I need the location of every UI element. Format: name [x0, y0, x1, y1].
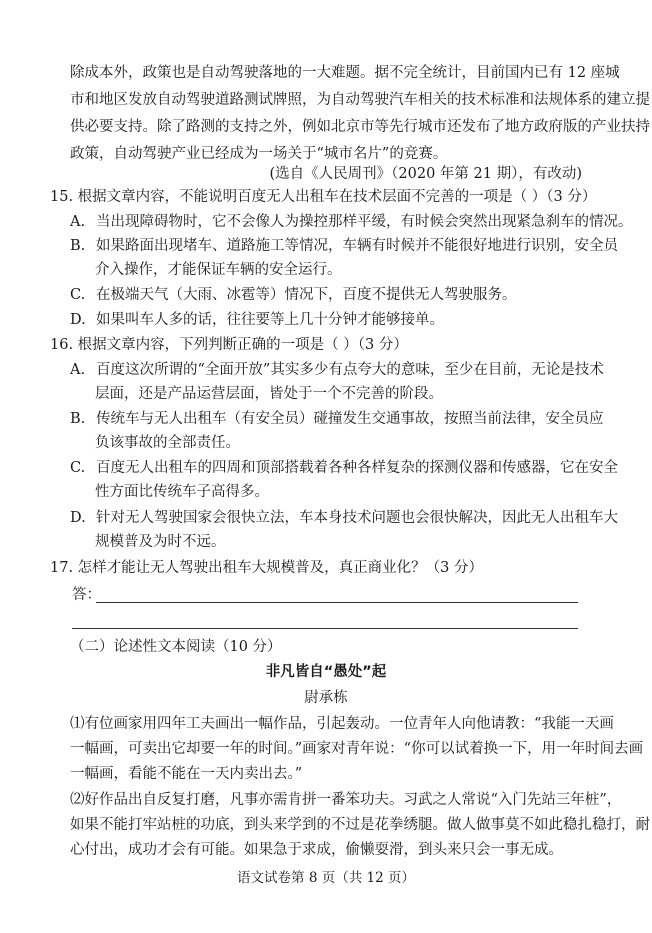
paragraph-1-line: 一幅画，看能不能在一天内卖出去。”: [70, 766, 303, 782]
question-17-stem: 17. 怎样才能让无人驾驶出租车大规模普及，真正商业化？（3 分）: [50, 560, 484, 576]
page-footer: 语文试卷第 8 页（共 12 页）: [237, 870, 415, 886]
question-16-stem: 16. 根据文章内容，下列判断正确的一项是（ ）（3 分）: [50, 337, 408, 353]
question-16-option-c[interactable]: [70, 458, 618, 478]
option-continuation: 负该事故的全部责任。: [95, 435, 240, 451]
option-text: 如果路面出现堵车、道路施工等情况，车辆有时候并不能很好地进行识别，安全员: [96, 238, 618, 254]
option-letter: C.: [70, 460, 86, 476]
passage-line: 除成本外，政策也是自动驾驶落地的一大难题。据不完全统计，目前国内已有 12 座城: [70, 65, 620, 81]
option-letter: C.: [70, 287, 86, 303]
option-letter: B.: [70, 411, 86, 427]
article-author: 尉承栋: [304, 690, 348, 706]
passage-source: (选自《人民周刊》（2020 年第 21 期），有改动): [269, 166, 582, 182]
option-text: 当出现障碍物时，它不会像人为操控那样平缓，有时候会突然出现紧急刹车的情况。: [96, 214, 633, 230]
passage-line: 政策，自动驾驶产业已经成为一场关于“城市名片”的竞赛。: [70, 146, 448, 162]
question-16-option-a[interactable]: [70, 360, 604, 380]
option-text: 在极端天气（大雨、冰雹等）情况下，百度不提供无人驾驶服务。: [96, 287, 517, 303]
question-16-option-d[interactable]: [70, 508, 618, 528]
question-15-option-d[interactable]: [70, 310, 444, 330]
option-continuation: 介入操作，才能保证车辆的安全运行。: [95, 262, 342, 278]
question-16-option-b[interactable]: [70, 409, 604, 429]
paragraph-1-line: 一幅画，可卖出它却要一年的时间。”画家对青年说：“你可以试着换一下，用一年时间去画: [70, 741, 644, 757]
option-letter: B.: [70, 238, 86, 254]
option-text: 如果叫车人多的话，往往要等上几十分钟才能够接单。: [96, 312, 444, 328]
option-text: 针对无人驾驶国家会很快立法，车本身技术问题也会很快解决，因此无人出租车大: [96, 510, 618, 526]
option-continuation: 性方面比传统车子高得多。: [95, 484, 269, 500]
answer-line[interactable]: [72, 628, 578, 629]
option-continuation: 规模普及为时不远。: [95, 534, 226, 550]
option-text: 百度无人出租车的四周和顶部搭载着各种各样复杂的探测仪器和传感器，它在安全: [96, 460, 618, 476]
paragraph-2-line: ⑵好作品出自反复打磨，凡事亦需肯拼一番笨功夫。习武之人常说“入门先站三年桩”，: [70, 792, 622, 808]
question-15-stem: 15. 根据文章内容，不能说明百度无人出租车在技术层面不完善的一项是（ ）（3 分）: [50, 189, 597, 205]
option-text: 百度这次所谓的“全面开放”其实多少有点夸大的意味，至少在目前，无论是技术: [96, 362, 604, 378]
passage-line: 市和地区发放自动驾驶道路测试牌照，为自动驾驶汽车相关的技术标准和法规体系的建立提: [70, 92, 650, 108]
option-letter: D.: [70, 510, 86, 526]
option-letter: A.: [70, 362, 86, 378]
paragraph-2-line: 如果不能打牢站桩的功底，到头来学到的不过是花拳绣腿。做人做事莫不如此稳扎稳打，耐: [70, 817, 650, 833]
section-heading: （二）论述性文本阅读（10 分）: [70, 639, 282, 655]
option-letter: D.: [70, 312, 86, 328]
article-title: 非凡皆自“愚处”起: [265, 664, 387, 680]
answer-label: 答：: [72, 587, 101, 603]
passage-line: 供必要支持。除了路测的支持之外，例如北京市等先行城市还发布了地方政府版的产业扶持: [70, 119, 650, 135]
question-15-option-c[interactable]: [70, 285, 517, 305]
paragraph-1-line: ⑴有位画家用四年工夫画出一幅作品，引起轰动。一位青年人向他请教：“我能一天画: [70, 716, 614, 732]
answer-line[interactable]: [96, 602, 578, 603]
option-letter: A.: [70, 214, 86, 230]
option-text: 传统车与无人出租车（有安全员）碰撞发生交通事故，按照当前法律，安全员应: [96, 411, 604, 427]
option-continuation: 层面，还是产品运营层面，皆处于一个不完善的阶段。: [95, 386, 443, 402]
paragraph-2-line: 心付出，成功才会有可能。如果急于求成，偷懒耍滑，到头来只会一事无成。: [70, 842, 563, 858]
question-15-option-b[interactable]: [70, 236, 618, 256]
question-15-option-a[interactable]: [70, 212, 633, 232]
